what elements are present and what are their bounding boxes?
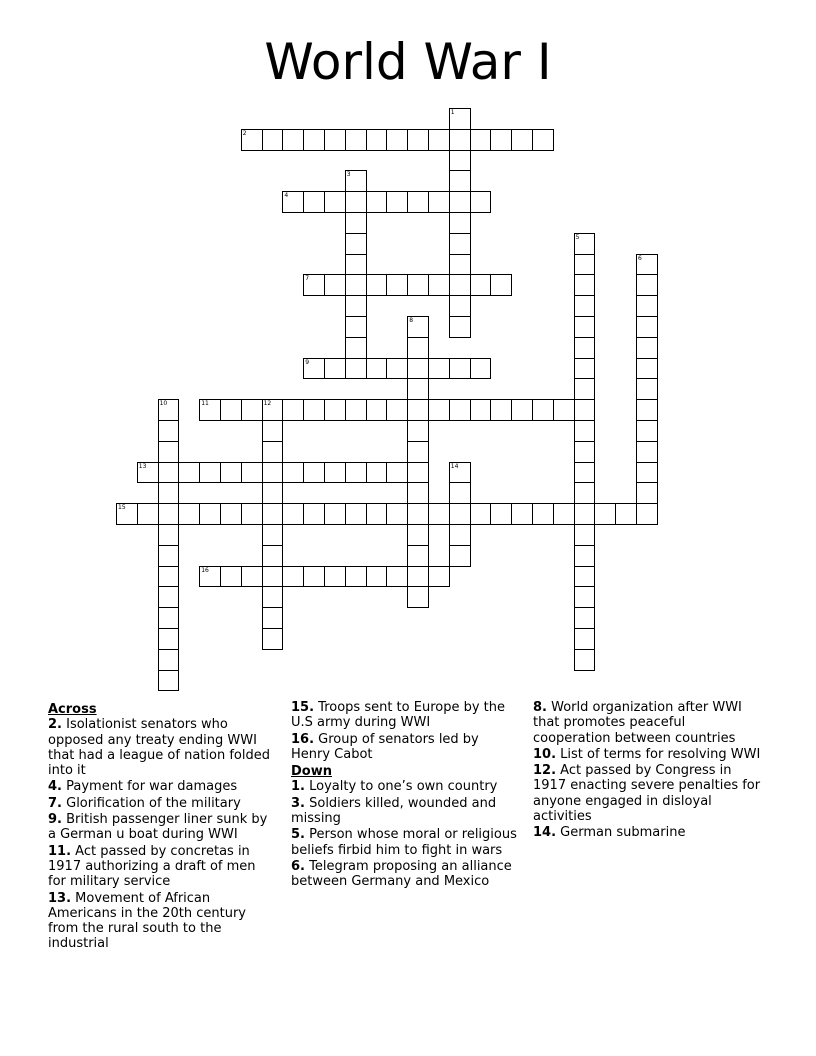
clue-number: 10	[159, 400, 168, 408]
grid-cell[interactable]	[490, 399, 512, 421]
grid-cell[interactable]	[449, 503, 471, 525]
grid-cell[interactable]	[282, 462, 304, 484]
grid-cell[interactable]	[366, 503, 388, 525]
grid-cell[interactable]	[636, 399, 658, 421]
grid-cell[interactable]	[407, 586, 429, 608]
grid-cell[interactable]	[407, 399, 429, 421]
grid-cell[interactable]	[262, 586, 284, 608]
grid-cell[interactable]	[324, 503, 346, 525]
grid-cell[interactable]	[178, 503, 200, 525]
clue-number: 13.	[48, 890, 72, 906]
grid-cell[interactable]	[574, 295, 596, 317]
grid-cell[interactable]	[303, 503, 325, 525]
clue-text: British passenger liner sunk by a German u boat during WWI	[48, 812, 268, 843]
clue-number: 4	[284, 192, 289, 200]
grid-cell[interactable]	[324, 129, 346, 151]
grid-cell[interactable]	[574, 378, 596, 400]
clue-number: 4.	[48, 779, 62, 795]
grid-cell[interactable]	[262, 462, 284, 484]
grid-cell[interactable]	[303, 358, 325, 380]
grid-cell[interactable]	[241, 503, 263, 525]
down-clue	[533, 825, 763, 840]
grid-cell[interactable]	[324, 274, 346, 296]
grid-cell[interactable]	[574, 545, 596, 567]
grid-cell[interactable]	[241, 399, 263, 421]
grid-cell[interactable]	[345, 337, 367, 359]
clue-number: 12	[263, 400, 272, 408]
grid-cell[interactable]	[158, 566, 180, 588]
grid-cell[interactable]	[262, 420, 284, 442]
clue-number: 16.	[291, 731, 315, 747]
grid-cell[interactable]	[470, 129, 492, 151]
grid-cell[interactable]	[407, 191, 429, 213]
across-heading: Across	[48, 702, 97, 717]
grid-cell[interactable]	[470, 274, 492, 296]
clue-number: 3	[346, 171, 351, 179]
grid-cell[interactable]	[386, 191, 408, 213]
grid-cell[interactable]	[636, 274, 658, 296]
clue-number: 5	[575, 233, 580, 241]
grid-cell[interactable]	[449, 399, 471, 421]
grid-cell[interactable]	[345, 274, 367, 296]
grid-cell[interactable]	[574, 337, 596, 359]
across-clue	[48, 779, 274, 794]
grid-cell[interactable]	[574, 254, 596, 276]
grid-cell[interactable]	[366, 191, 388, 213]
clue-number: 9.	[48, 812, 62, 828]
grid-cell[interactable]	[449, 524, 471, 546]
grid-cell[interactable]	[282, 566, 304, 588]
clue-number: 14	[450, 462, 459, 470]
grid-cell[interactable]	[282, 503, 304, 525]
clue-number: 7.	[48, 795, 62, 811]
grid-cell[interactable]	[220, 462, 242, 484]
grid-cell[interactable]	[345, 129, 367, 151]
grid-cell[interactable]	[532, 399, 554, 421]
down-clue	[533, 747, 763, 762]
grid-cell[interactable]	[449, 129, 471, 151]
clue-number: 14.	[533, 825, 557, 841]
clue-text: Soldiers killed, wounded and missing	[291, 795, 497, 827]
grid-cell[interactable]	[636, 420, 658, 442]
grid-cell[interactable]	[199, 503, 221, 525]
grid-cell[interactable]	[574, 524, 596, 546]
across-clue	[48, 891, 274, 952]
grid-cell[interactable]	[158, 649, 180, 671]
grid-cell[interactable]	[303, 462, 325, 484]
across-clue	[48, 812, 274, 843]
grid-cell[interactable]	[345, 358, 367, 380]
down-clue	[291, 827, 517, 858]
grid-cell[interactable]	[574, 441, 596, 463]
grid-cell[interactable]	[449, 150, 471, 172]
across-clue	[48, 796, 274, 811]
grid-cell[interactable]	[366, 129, 388, 151]
grid-cell[interactable]	[303, 566, 325, 588]
grid-cell[interactable]	[407, 420, 429, 442]
grid-cell[interactable]	[282, 399, 304, 421]
grid-cell[interactable]	[262, 441, 284, 463]
grid-cell[interactable]	[366, 274, 388, 296]
grid-cell[interactable]	[449, 358, 471, 380]
grid-cell[interactable]	[262, 566, 284, 588]
down-heading: Down	[291, 764, 332, 780]
grid-cell[interactable]	[449, 482, 471, 504]
grid-cell[interactable]	[407, 337, 429, 359]
grid-cell[interactable]	[262, 607, 284, 629]
grid-cell[interactable]	[574, 586, 596, 608]
grid-cell[interactable]	[407, 316, 429, 338]
grid-cell[interactable]	[324, 399, 346, 421]
grid-cell[interactable]	[303, 191, 325, 213]
grid-cell[interactable]	[324, 462, 346, 484]
grid-cell[interactable]	[490, 274, 512, 296]
grid-cell[interactable]	[116, 503, 138, 525]
grid-cell[interactable]	[407, 441, 429, 463]
grid-cell[interactable]	[366, 462, 388, 484]
grid-cell[interactable]	[470, 191, 492, 213]
clue-text: World organization after WWI that promotes peaceful cooperation between countries	[533, 700, 742, 746]
grid-cell[interactable]	[178, 462, 200, 484]
grid-cell[interactable]	[636, 503, 658, 525]
grid-cell[interactable]	[449, 254, 471, 276]
clue-number: 1.	[291, 779, 305, 795]
grid-cell[interactable]	[449, 462, 471, 484]
clue-text: Group of senators led by Henry Cabot	[291, 731, 479, 762]
clues-column-3	[533, 700, 763, 842]
clue-number: 11.	[48, 843, 72, 859]
clue-number: 6.	[291, 858, 305, 874]
clue-number: 15.	[291, 700, 315, 715]
grid-cell[interactable]	[262, 545, 284, 567]
grid-cell[interactable]	[636, 441, 658, 463]
clue-text: Payment for war damages	[61, 779, 238, 795]
grid-cell[interactable]	[449, 108, 471, 130]
grid-cell[interactable]	[158, 420, 180, 442]
down-clue	[291, 859, 517, 890]
grid-cell[interactable]	[282, 129, 304, 151]
grid-cell[interactable]	[407, 482, 429, 504]
grid-cell[interactable]	[574, 316, 596, 338]
grid-cell[interactable]	[636, 462, 658, 484]
grid-cell[interactable]	[574, 649, 596, 671]
grid-cell[interactable]	[449, 545, 471, 567]
grid-cell[interactable]	[158, 586, 180, 608]
grid-cell[interactable]	[636, 378, 658, 400]
grid-cell[interactable]	[428, 191, 450, 213]
grid-cell[interactable]	[220, 566, 242, 588]
grid-cell[interactable]	[574, 399, 596, 421]
grid-cell[interactable]	[137, 503, 159, 525]
grid-cell[interactable]	[220, 399, 242, 421]
grid-cell[interactable]	[407, 462, 429, 484]
grid-cell[interactable]	[511, 129, 533, 151]
clue-number: 2	[242, 129, 247, 137]
grid-cell[interactable]	[386, 358, 408, 380]
grid-cell[interactable]	[199, 399, 221, 421]
across-clue	[48, 717, 274, 778]
grid-cell[interactable]	[449, 274, 471, 296]
grid-cell[interactable]	[158, 462, 180, 484]
grid-cell[interactable]	[574, 274, 596, 296]
grid-cell[interactable]	[449, 191, 471, 213]
grid-cell[interactable]	[407, 524, 429, 546]
grid-cell[interactable]	[158, 628, 180, 650]
grid-cell[interactable]	[490, 503, 512, 525]
grid-cell[interactable]	[158, 545, 180, 567]
grid-cell[interactable]	[553, 399, 575, 421]
grid-cell[interactable]	[449, 170, 471, 192]
grid-cell[interactable]	[407, 566, 429, 588]
across-clue	[291, 732, 517, 763]
grid-cell[interactable]	[407, 274, 429, 296]
grid-cell[interactable]	[262, 503, 284, 525]
grid-cell[interactable]	[428, 274, 450, 296]
grid-cell[interactable]	[386, 503, 408, 525]
clue-text: Loyalty to one’s own country	[304, 779, 498, 795]
clue-text: Movement of African Americans in the 20th century from the rural south to the industrial	[48, 890, 246, 952]
grid-cell[interactable]	[449, 233, 471, 255]
grid-cell[interactable]	[574, 566, 596, 588]
clue-number: 2.	[48, 717, 62, 733]
grid-cell[interactable]	[158, 607, 180, 629]
clue-text: Person whose moral or religious beliefs firbid him to fight in wars	[291, 827, 517, 858]
grid-cell[interactable]	[386, 274, 408, 296]
grid-cell[interactable]	[449, 295, 471, 317]
clue-number: 8.	[533, 700, 547, 715]
clue-number: 13	[138, 462, 147, 470]
grid-cell[interactable]	[324, 358, 346, 380]
grid-cell[interactable]	[158, 670, 180, 692]
page-title: World War I	[264, 33, 552, 91]
grid-cell[interactable]	[449, 212, 471, 234]
grid-cell[interactable]	[553, 503, 575, 525]
grid-cell[interactable]	[428, 129, 450, 151]
grid-cell[interactable]	[428, 566, 450, 588]
grid-cell[interactable]	[345, 212, 367, 234]
grid-cell[interactable]	[449, 316, 471, 338]
grid-cell[interactable]	[137, 462, 159, 484]
clues-column-1	[48, 700, 274, 953]
grid-cell[interactable]	[262, 482, 284, 504]
grid-cell[interactable]	[158, 399, 180, 421]
grid-cell[interactable]	[366, 566, 388, 588]
grid-cell[interactable]	[345, 316, 367, 338]
grid-cell[interactable]	[158, 503, 180, 525]
grid-cell[interactable]	[303, 274, 325, 296]
grid-cell[interactable]	[574, 482, 596, 504]
clue-number: 16	[201, 566, 209, 574]
grid-cell[interactable]	[303, 399, 325, 421]
grid-cell[interactable]	[636, 482, 658, 504]
grid-cell[interactable]	[303, 129, 325, 151]
grid-cell[interactable]	[386, 399, 408, 421]
grid-cell[interactable]	[345, 399, 367, 421]
clue-text: German submarine	[556, 825, 686, 841]
clue-number: 12.	[533, 763, 557, 779]
grid-cell[interactable]	[407, 358, 429, 380]
grid-cell[interactable]	[574, 358, 596, 380]
grid-cell[interactable]	[366, 399, 388, 421]
grid-cell[interactable]	[636, 295, 658, 317]
grid-cell[interactable]	[470, 399, 492, 421]
grid-cell[interactable]	[282, 191, 304, 213]
clues-column-2	[291, 700, 517, 891]
down-clue	[291, 796, 517, 827]
grid-cell[interactable]	[386, 462, 408, 484]
grid-cell[interactable]	[407, 378, 429, 400]
grid-cell[interactable]	[220, 503, 242, 525]
grid-cell[interactable]	[345, 254, 367, 276]
grid-cell[interactable]	[241, 462, 263, 484]
grid-cell[interactable]	[407, 503, 429, 525]
grid-cell[interactable]	[158, 524, 180, 546]
grid-cell[interactable]	[615, 503, 637, 525]
grid-cell[interactable]	[428, 503, 450, 525]
grid-cell[interactable]	[241, 129, 263, 151]
grid-cell[interactable]	[345, 191, 367, 213]
clue-text: Telegram proposing an alliance between Germany and Mexico	[291, 858, 512, 890]
clue-number: 5.	[291, 827, 305, 843]
clue-text: Glorification of the military	[61, 795, 241, 811]
clue-text: Act passed by Congress in 1917 enacting severe penalties for anyone engaged in disloyal activities	[533, 763, 761, 825]
grid-cell[interactable]	[470, 358, 492, 380]
grid-cell[interactable]	[324, 191, 346, 213]
clue-text: List of terms for resolving WWI	[556, 746, 761, 762]
grid-cell[interactable]	[407, 129, 429, 151]
clue-text: Act passed by concretas in 1917 authorizing a draft of men for military service	[48, 843, 256, 890]
grid-cell[interactable]	[470, 503, 492, 525]
clue-number: 1	[450, 109, 455, 116]
grid-cell[interactable]	[386, 129, 408, 151]
grid-cell[interactable]	[241, 566, 263, 588]
grid-cell[interactable]	[407, 545, 429, 567]
grid-cell[interactable]	[158, 441, 180, 463]
grid-cell[interactable]	[386, 566, 408, 588]
grid-cell[interactable]	[594, 503, 616, 525]
clue-text: Isolationist senators who opposed any treaty ending WWI that had a league of nation folded into it	[48, 717, 270, 779]
clue-number: 9	[305, 358, 310, 366]
grid-cell[interactable]	[636, 254, 658, 276]
grid-cell[interactable]	[574, 462, 596, 484]
grid-cell[interactable]	[345, 566, 367, 588]
grid-cell[interactable]	[345, 295, 367, 317]
grid-cell[interactable]	[574, 420, 596, 442]
grid-cell[interactable]	[324, 566, 346, 588]
grid-cell[interactable]	[636, 316, 658, 338]
grid-cell[interactable]	[262, 524, 284, 546]
grid-cell[interactable]	[345, 462, 367, 484]
grid-cell[interactable]	[532, 503, 554, 525]
grid-cell[interactable]	[345, 503, 367, 525]
grid-cell[interactable]	[199, 566, 221, 588]
grid-cell[interactable]	[262, 399, 284, 421]
clue-number: 15	[118, 504, 126, 512]
grid-cell[interactable]	[574, 233, 596, 255]
grid-cell[interactable]	[511, 503, 533, 525]
clue-number: 7	[305, 275, 310, 283]
grid-cell[interactable]	[574, 607, 596, 629]
grid-cell[interactable]	[574, 503, 596, 525]
grid-cell[interactable]	[345, 170, 367, 192]
grid-cell[interactable]	[262, 129, 284, 151]
grid-cell[interactable]	[490, 129, 512, 151]
grid-cell[interactable]	[345, 233, 367, 255]
across-clue	[291, 700, 517, 731]
across-clue	[48, 844, 274, 890]
clue-number: 8	[409, 317, 414, 324]
clue-number: 10.	[533, 746, 557, 762]
grid-cell[interactable]	[574, 628, 596, 650]
clue-text: Troops sent to Europe by the U.S army during WWI	[291, 700, 506, 731]
grid-cell[interactable]	[366, 358, 388, 380]
down-clue	[291, 779, 517, 794]
grid-cell[interactable]	[262, 628, 284, 650]
grid-cell[interactable]	[532, 129, 554, 151]
clue-number: 6	[638, 254, 642, 262]
grid-cell[interactable]	[428, 358, 450, 380]
down-clue	[533, 763, 763, 824]
grid-cell[interactable]	[636, 337, 658, 359]
grid-cell[interactable]	[636, 358, 658, 380]
grid-cell[interactable]	[428, 399, 450, 421]
grid-cell[interactable]	[158, 482, 180, 504]
down-clue	[533, 700, 763, 746]
grid-cell[interactable]	[511, 399, 533, 421]
clue-number: 11	[201, 400, 209, 408]
clue-number: 3.	[291, 795, 305, 811]
grid-cell[interactable]	[199, 462, 221, 484]
